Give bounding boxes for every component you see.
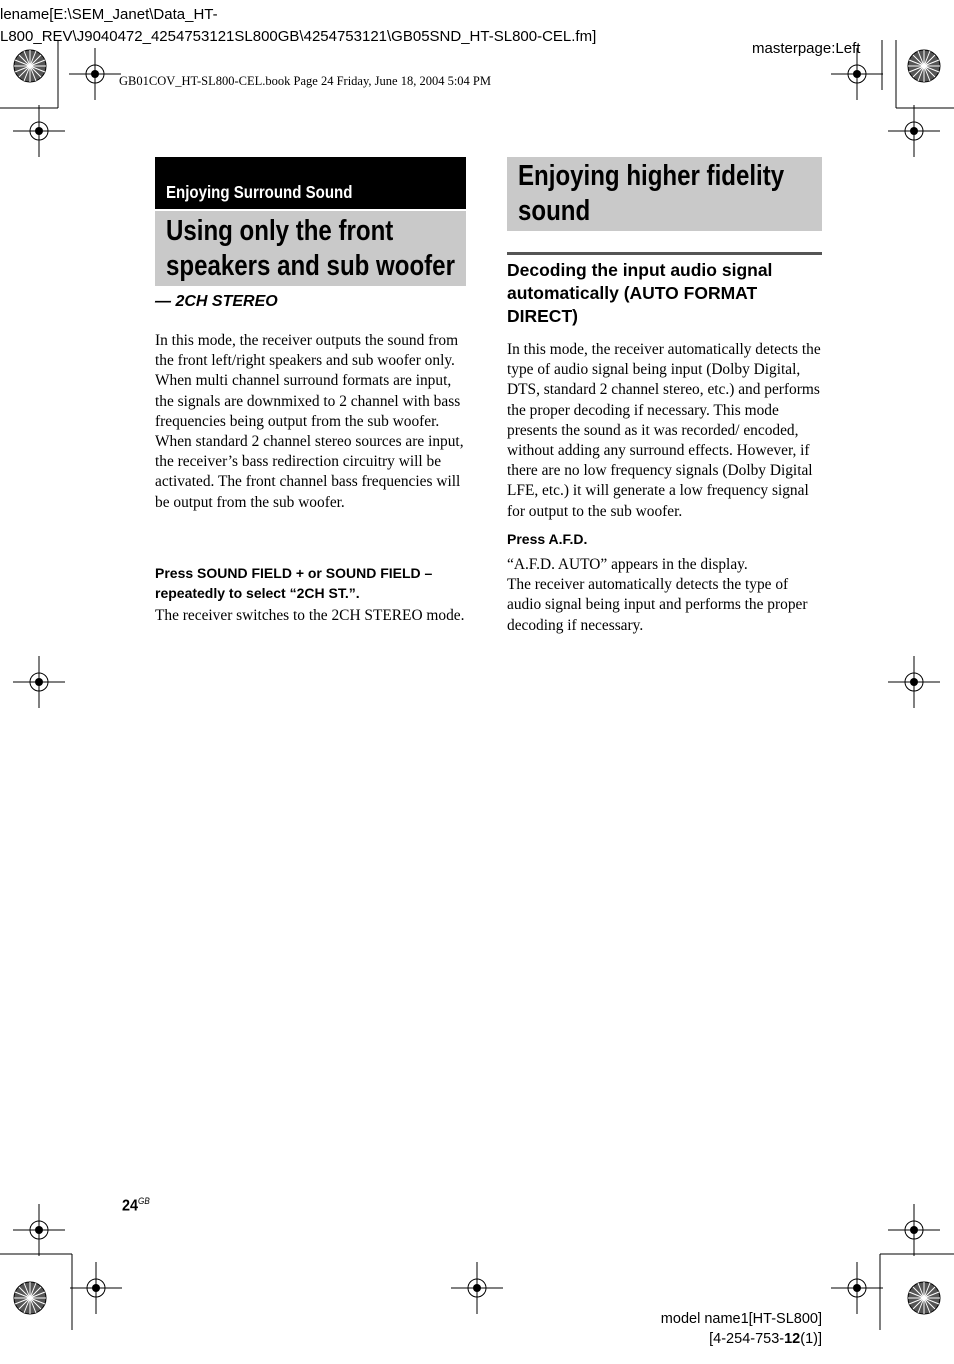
right-step-instruction: Press A.F.D.	[507, 531, 588, 547]
section-label: Enjoying Surround Sound	[166, 182, 353, 202]
model-code-prefix: [4-254-753-	[709, 1331, 785, 1347]
left-step-result: The receiver switches to the 2CH STEREO mode.	[155, 607, 465, 624]
right-step-result: “A.F.D. AUTO” appears in the display. The receiver automatically detects the type of audio signal being input and performs the proper decoding if necessary.	[507, 556, 808, 634]
left-step-instruction: Press SOUND FIELD + or SOUND FIELD – repeatedly to select “2CH ST.”.	[155, 565, 433, 601]
right-title: Enjoying higher fidelity sound	[518, 160, 785, 227]
section-rule	[507, 252, 822, 255]
left-body-text: In this mode, the receiver outputs the sound from the front left/right speakers and sub woofer only. When multi channel surround formats are input, the signals are downmixed to 2 channel with bass frequencies being output from the sub woofer. When standard 2 channel stereo sources are input, the receiver’s bass redirection circuitry will be activated. The front channel bass frequencies will be output from the sub woofer.	[155, 332, 464, 511]
left-subtitle: — 2CH STEREO	[155, 293, 278, 310]
book-info: GB01COV_HT-SL800-CEL.book Page 24 Friday, June 18, 2004 5:04 PM	[119, 74, 491, 88]
model-name: model name1[HT-SL800]	[660, 1311, 822, 1327]
model-code-suffix: (1)]	[800, 1331, 822, 1347]
right-subheading: Decoding the input audio signal automatically (AUTO FORMAT DIRECT)	[507, 260, 773, 326]
model-code	[709, 1331, 822, 1347]
masterpage-label: masterpage:Left	[752, 40, 861, 57]
page-number	[122, 1196, 150, 1215]
page-number-value: 24	[122, 1197, 139, 1215]
left-title: Using only the front speakers and sub woofer	[166, 215, 455, 282]
page-number-suffix: GB	[138, 1196, 150, 1206]
file-path: lename[E:\SEM_Janet\Data_HT- L800_REV\J9040472_4254753121SL800GB\4254753121\GB05SND_HT-SL800-CEL.fm]	[0, 6, 597, 45]
right-body-text: In this mode, the receiver automatically detects the type of audio signal being input (Dolby Digital, DTS, standard 2 channel stereo, etc.) and performs the proper decoding if necessary. This mode presents the sound as it was recorded/ encoded, without adding any surround effects. However, if there are no low frequency signals (Dolby Digital LFE, etc.) it will generate a low frequency signal for output to the sub woofer.	[507, 341, 821, 520]
model-code-bold: 12	[784, 1331, 801, 1347]
